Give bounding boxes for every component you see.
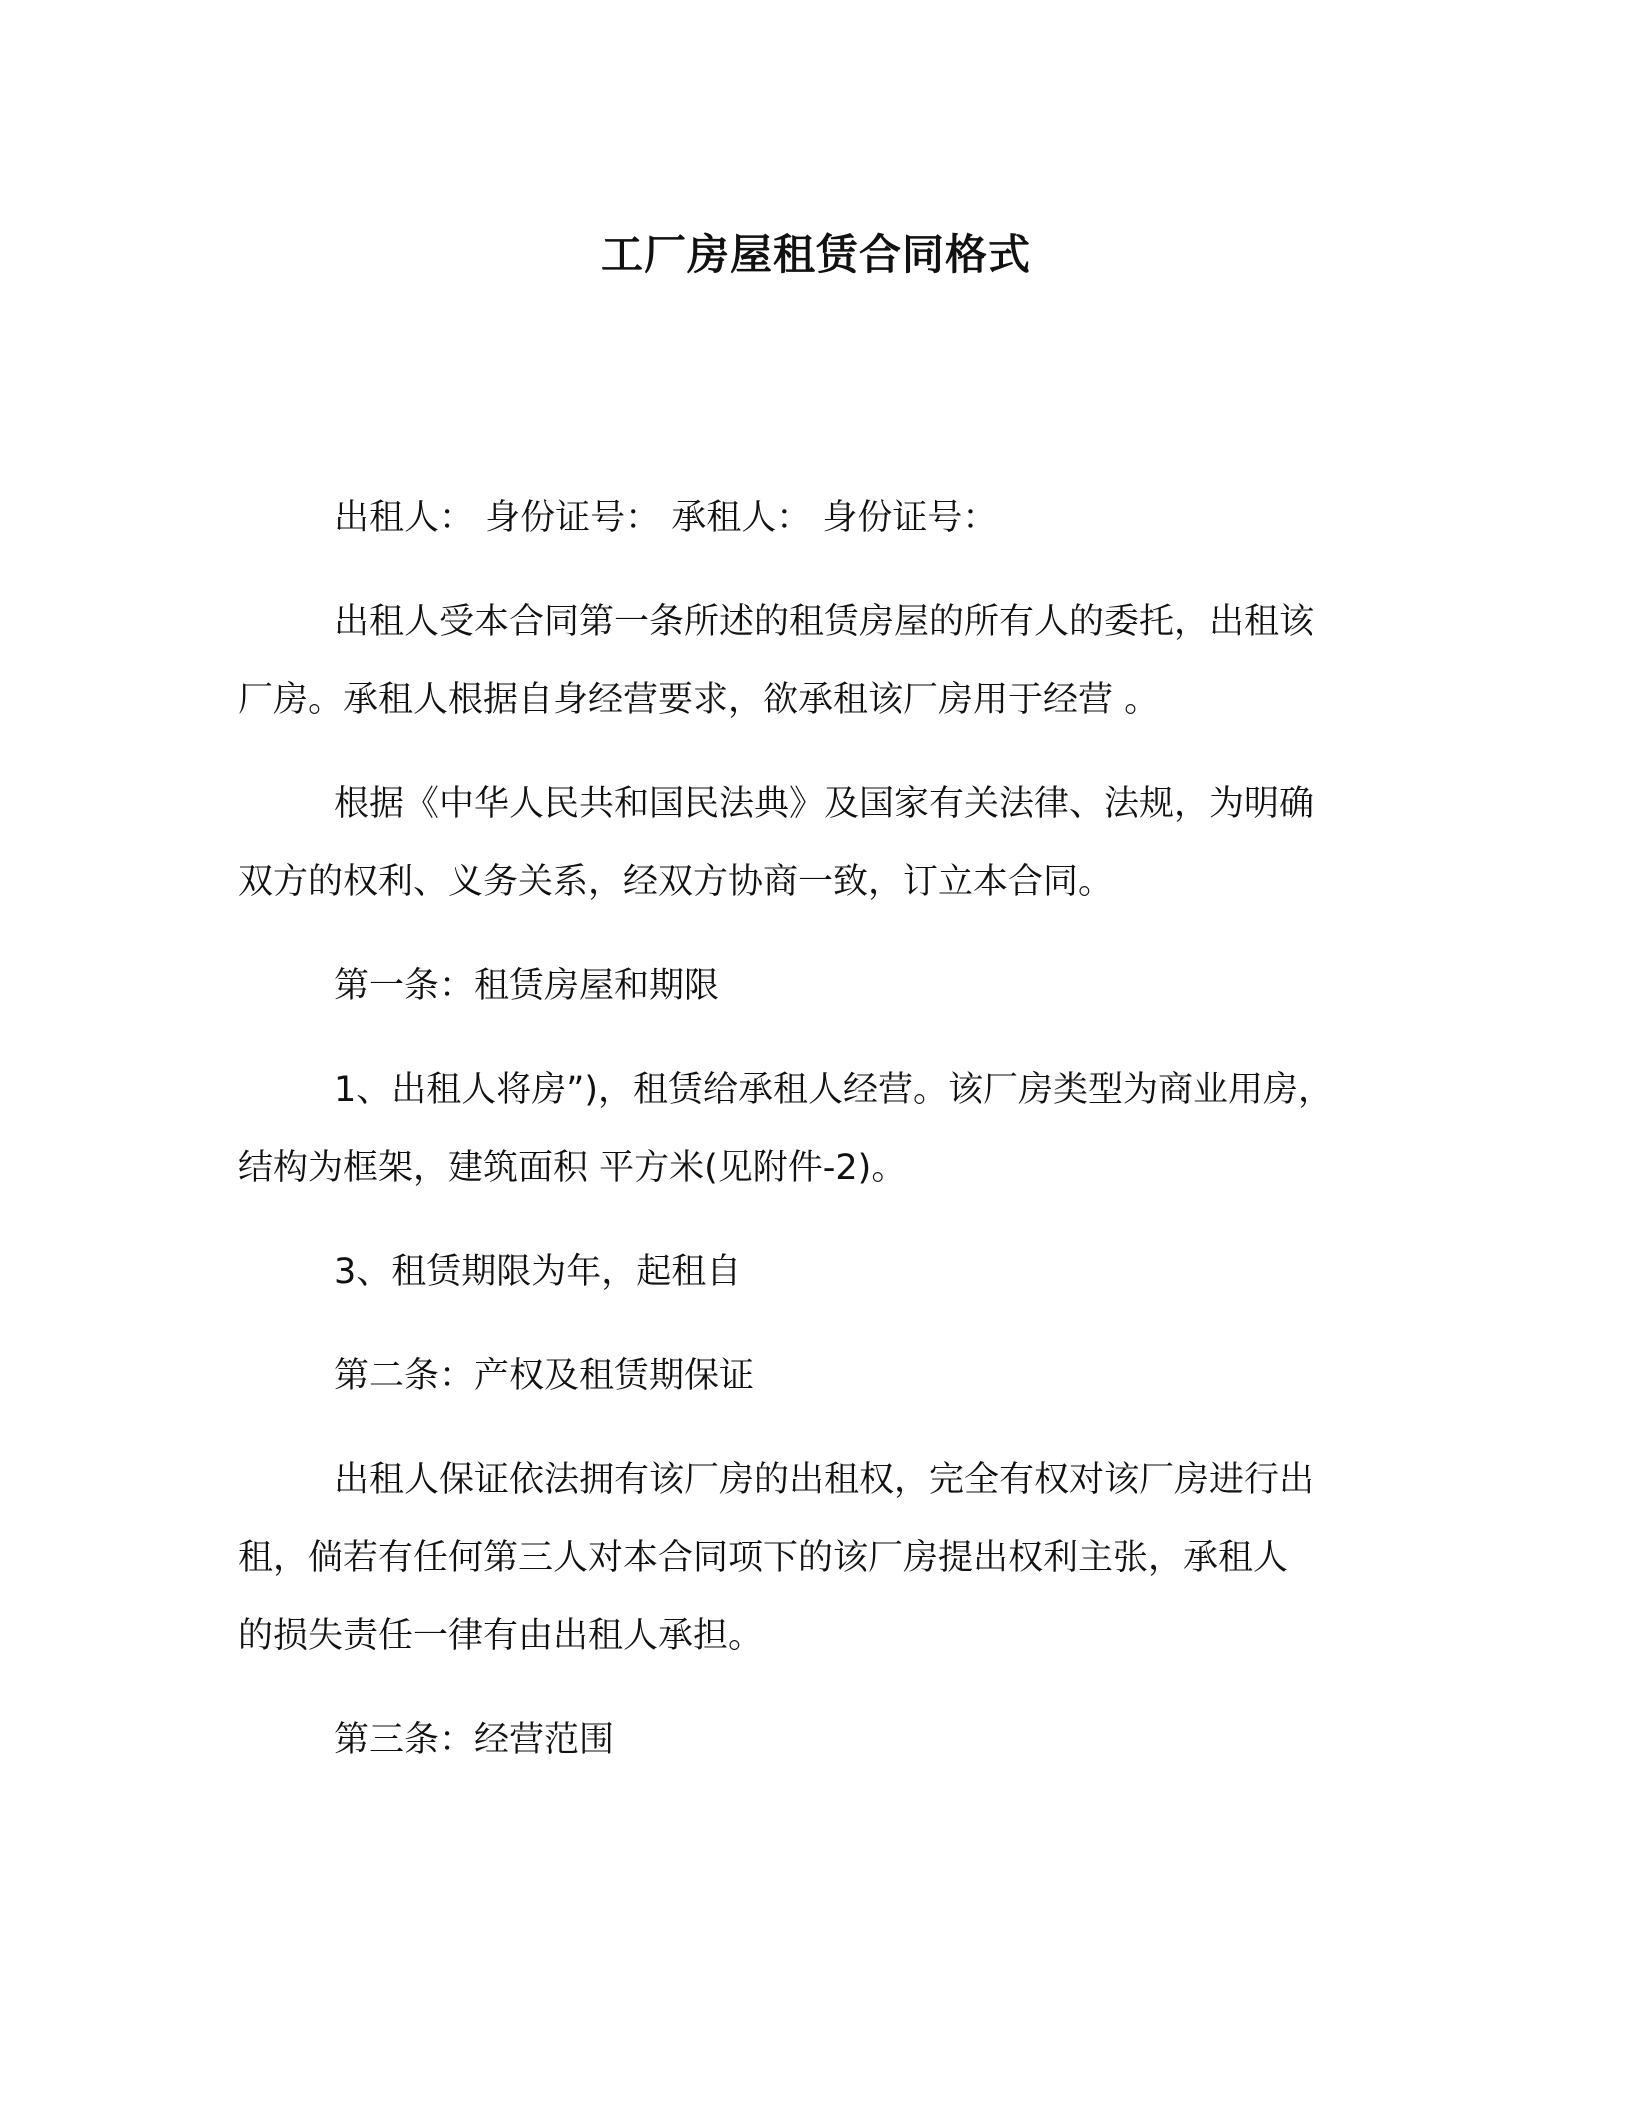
clause-line: 结构为框架，建筑面积 平方米(见附件-2)。 bbox=[238, 1148, 907, 1188]
paragraph-line: 根据《中华人民共和国民法典》及国家有关法律、法规，为明确 bbox=[334, 784, 1315, 824]
clause-line: 1、出租人将房”)，租赁给承租人经营。该厂房类型为商业用房， bbox=[334, 1070, 1334, 1110]
paragraph-line: 出租人保证依法拥有该厂房的出租权，完全有权对该厂房进行出 bbox=[334, 1460, 1315, 1500]
paragraph-line: 双方的权利、义务关系，经双方协商一致，订立本合同。 bbox=[238, 862, 1114, 902]
paragraph-line: 出租人受本合同第一条所述的租赁房屋的所有人的委托，出租该 bbox=[334, 602, 1315, 642]
paragraph-line: 的损失责任一律有由出租人承担。 bbox=[238, 1616, 764, 1656]
article-heading: 第三条：经营范围 bbox=[334, 1720, 615, 1760]
article-heading: 第一条：租赁房屋和期限 bbox=[334, 966, 720, 1006]
article-heading: 第二条：产权及租赁期保证 bbox=[334, 1356, 755, 1396]
party-info-line: 出租人： 身份证号： 承租人： 身份证号： bbox=[334, 498, 998, 538]
clause-line: 3、租赁期限为年，起租自 bbox=[334, 1252, 742, 1292]
document-title: 工厂房屋租赁合同格式 bbox=[600, 230, 1031, 279]
paragraph-line: 厂房。承租人根据自身经营要求，欲承租该厂房用于经营 。 bbox=[238, 680, 1160, 720]
paragraph-line: 租，倘若有任何第三人对本合同项下的该厂房提出权利主张，承租人 bbox=[238, 1538, 1289, 1578]
